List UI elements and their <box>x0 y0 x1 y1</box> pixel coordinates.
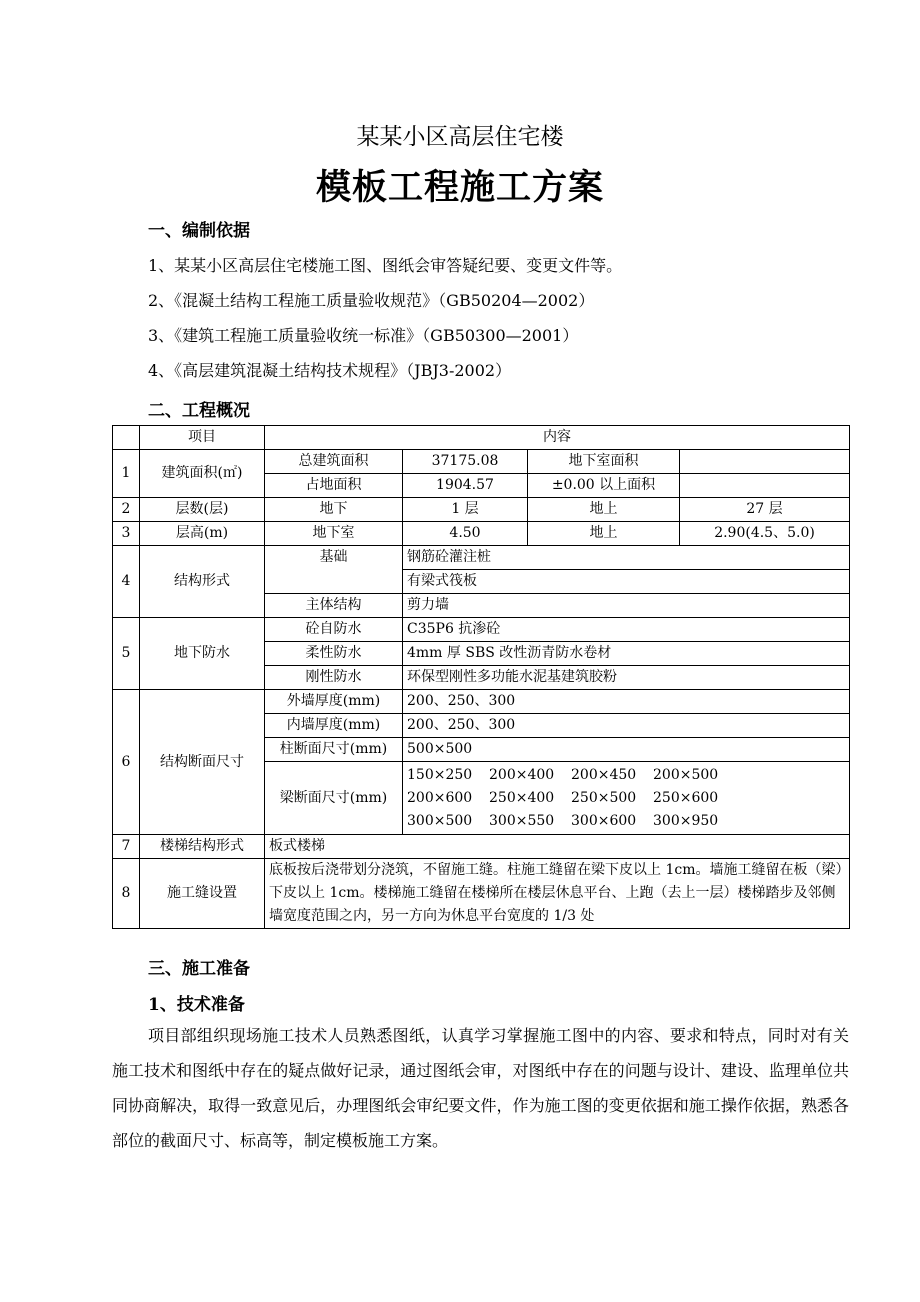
table-row <box>113 859 850 929</box>
table-cell: 柱断面尺寸(mm) <box>265 738 403 762</box>
table-cell <box>680 474 850 498</box>
table-cell: 外墙厚度(mm) <box>265 690 403 714</box>
row-label: 结构断面尺寸 <box>140 690 265 835</box>
table-cell: 200、250、300 <box>403 714 850 738</box>
table-cell: 有梁式筏板 <box>403 570 850 594</box>
row-number: 7 <box>113 835 140 859</box>
basis-item-3: 3、《建筑工程施工质量验收统一标准》（GB50300—2001） <box>148 326 579 345</box>
table-cell: 内墙厚度(mm) <box>265 714 403 738</box>
section-heading-preparation: 三、施工准备 <box>148 959 250 979</box>
table-row <box>113 618 850 642</box>
table-cell: 1904.57 <box>403 474 528 498</box>
table-cell: ±0.00 以上面积 <box>528 474 680 498</box>
row-number: 6 <box>113 690 140 835</box>
row-number: 2 <box>113 498 140 522</box>
table-cell: 砼自防水 <box>265 618 403 642</box>
table-cell: 钢筋砼灌注桩 <box>403 546 850 570</box>
table-cell <box>680 450 850 474</box>
row-label: 地下防水 <box>140 618 265 690</box>
basis-item-2: 2、《混凝土结构工程施工质量验收规范》（GB50204—2002） <box>148 291 595 310</box>
table-cell: 主体结构 <box>265 594 403 618</box>
row-number: 3 <box>113 522 140 546</box>
beam-size: 300×500 <box>407 812 473 829</box>
table-cell: 总建筑面积 <box>265 450 403 474</box>
table-cell: 地上 <box>528 498 680 522</box>
table-cell: 地下室面积 <box>528 450 680 474</box>
project-overview-table <box>112 425 850 929</box>
table-row <box>113 690 850 714</box>
document-subtitle: 某某小区高层住宅楼 <box>356 124 564 150</box>
beam-size: 300×950 <box>653 812 719 829</box>
row-label: 楼梯结构形式 <box>140 835 265 859</box>
row-label: 建筑面积(㎡) <box>140 450 265 498</box>
table-cell: 4.50 <box>403 522 528 546</box>
table-cell: 柔性防水 <box>265 642 403 666</box>
table-cell: 地上 <box>528 522 680 546</box>
beam-size: 250×600 <box>653 789 719 806</box>
table-cell: 梁断面尺寸(mm) <box>265 762 403 835</box>
beam-size: 150×250 <box>407 766 473 783</box>
row-number: 5 <box>113 618 140 690</box>
table-cell: 200、250、300 <box>403 690 850 714</box>
beam-size: 300×600 <box>571 812 637 829</box>
table-cell: 2.90(4.5、5.0) <box>680 522 850 546</box>
table-cell: 基础 <box>265 546 403 594</box>
technical-paragraph: 项目部组织现场施工技术人员熟悉图纸，认真学习掌握施工图中的内容、要求和特点，同时对有关施工技术和图纸中存在的疑点做好记录，通过图纸会审，对图纸中存在的问题与设计、建设、监理单位共同协商解决，取得一致意见后，办理图纸会审纪要文件，作为施工图的变更依据和施工操作依据，熟悉各部位的截面尺寸、标高等，制定模板施工方案。 <box>112 1026 849 1150</box>
table-cell: 地下室 <box>265 522 403 546</box>
table-row <box>113 546 850 570</box>
beam-size-line <box>407 787 845 810</box>
beam-size-cell <box>403 762 850 835</box>
section-heading-overview: 二、工程概况 <box>148 401 250 421</box>
table-cell: 37175.08 <box>403 450 528 474</box>
row-label: 施工缝设置 <box>140 859 265 929</box>
table-cell: 500×500 <box>403 738 850 762</box>
beam-size: 200×450 <box>571 766 637 783</box>
table-cell <box>113 426 140 450</box>
basis-item-4: 4、《高层建筑混凝土结构技术规程》（JBJ3-2002） <box>148 361 512 380</box>
beam-size: 250×400 <box>489 789 555 806</box>
table-cell: 27 层 <box>680 498 850 522</box>
table-cell: C35P6 抗渗砼 <box>403 618 850 642</box>
table-row <box>113 522 850 546</box>
table-row <box>113 498 850 522</box>
row-number: 1 <box>113 450 140 498</box>
table-cell: 环保型刚性多功能水泥基建筑胶粉 <box>403 666 850 690</box>
table-cell: 剪力墙 <box>403 594 850 618</box>
beam-size: 200×400 <box>489 766 555 783</box>
table-cell: 4mm 厚 SBS 改性沥青防水卷材 <box>403 642 850 666</box>
table-row <box>113 835 850 859</box>
table-cell: 板式楼梯 <box>265 835 850 859</box>
table-header-row <box>113 426 850 450</box>
beam-size: 300×550 <box>489 812 555 829</box>
table-cell: 刚性防水 <box>265 666 403 690</box>
table-cell: 地下 <box>265 498 403 522</box>
basis-item-1: 1、某某小区高层住宅楼施工图、图纸会审答疑纪要、变更文件等。 <box>148 256 623 275</box>
header-content: 内容 <box>265 426 850 450</box>
document-title: 模板工程施工方案 <box>315 167 604 208</box>
row-label: 层高(m) <box>140 522 265 546</box>
header-item: 项目 <box>140 426 265 450</box>
beam-size-line <box>407 810 845 833</box>
table-row <box>113 450 850 474</box>
beam-size: 200×500 <box>653 766 719 783</box>
construction-joint-text: 底板按后浇带划分浇筑，不留施工缝。柱施工缝留在梁下皮以上 1cm。墙施工缝留在板（梁）下皮以上 1cm。楼梯施工缝留在楼梯所在楼层休息平台、上跑（去上一层）楼梯踏步及邻侧墙宽度范围之内，另一方向为休息平台宽度的 1/3 处 <box>265 859 850 929</box>
table-cell: 1 层 <box>403 498 528 522</box>
beam-size: 200×600 <box>407 789 473 806</box>
beam-size-line <box>407 764 845 787</box>
row-number: 4 <box>113 546 140 618</box>
sub-heading-technical: 1、技术准备 <box>148 995 245 1015</box>
section-heading-basis: 一、编制依据 <box>148 221 250 241</box>
row-label: 层数(层) <box>140 498 265 522</box>
beam-size: 250×500 <box>571 789 637 806</box>
row-label: 结构形式 <box>140 546 265 618</box>
row-number: 8 <box>113 859 140 929</box>
table-cell: 占地面积 <box>265 474 403 498</box>
